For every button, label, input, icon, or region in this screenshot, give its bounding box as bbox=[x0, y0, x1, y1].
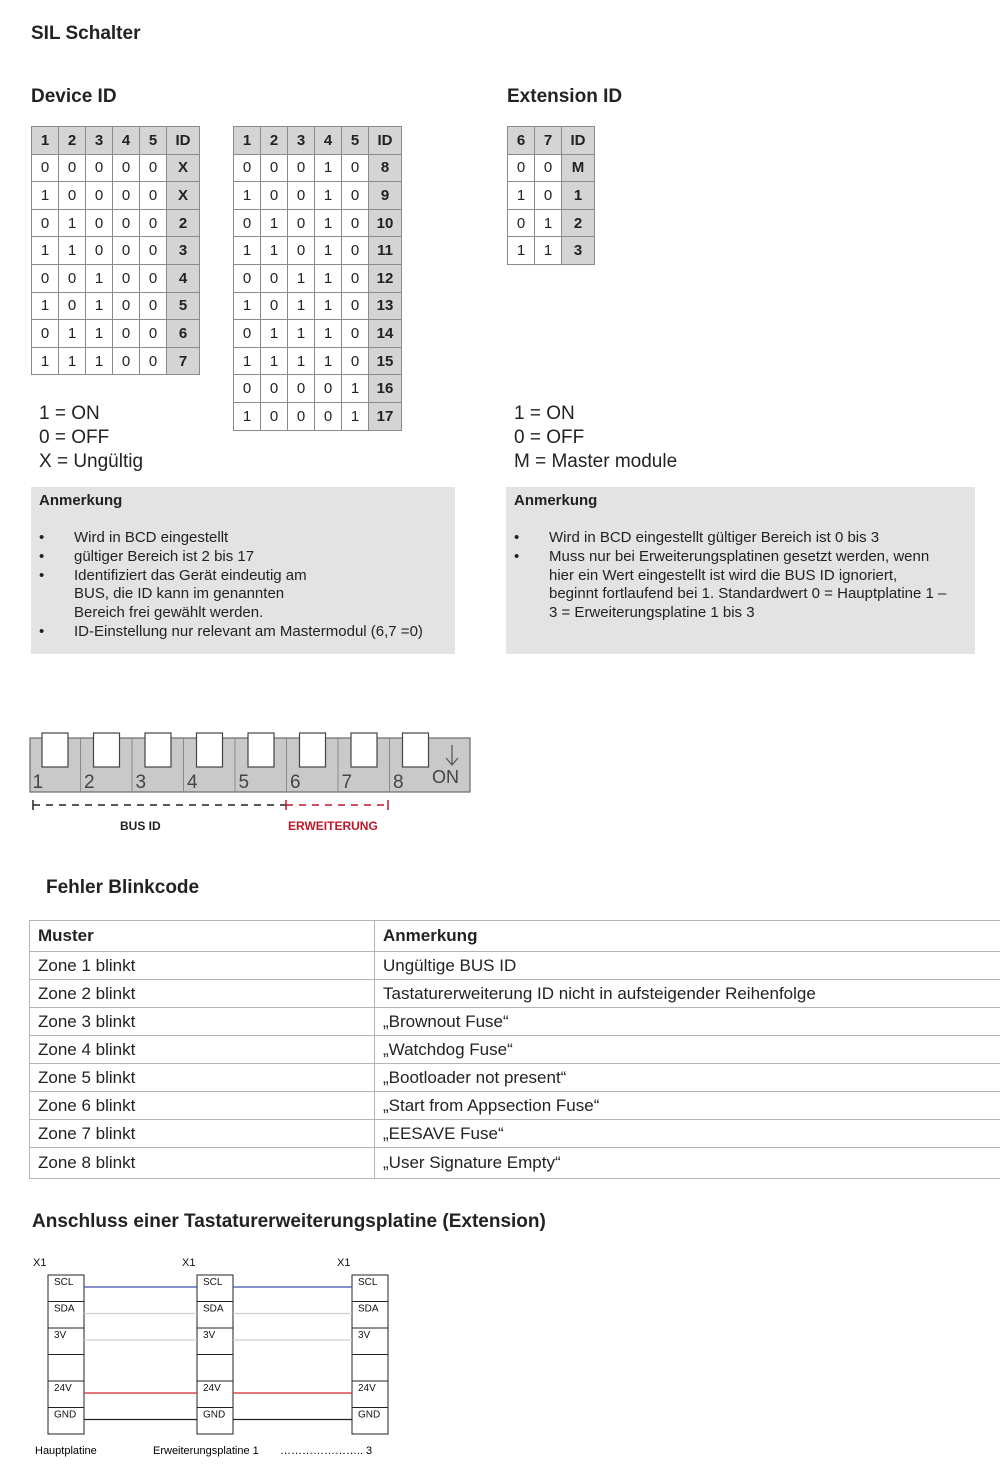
legend-on: 1 = ON bbox=[39, 403, 100, 424]
switch-cell: 1 bbox=[315, 292, 342, 320]
pin-label: 3V bbox=[54, 1330, 67, 1341]
pin-label: 3V bbox=[358, 1330, 371, 1341]
remark-cell: „Bootloader not present“ bbox=[375, 1064, 1000, 1092]
dip-switch-number: 5 bbox=[238, 772, 250, 793]
switch-cell: 1 bbox=[288, 264, 315, 292]
dip-switch-lever[interactable] bbox=[145, 733, 171, 767]
id-cell: 14 bbox=[369, 320, 402, 348]
switch-cell: 0 bbox=[113, 209, 140, 237]
legend-off: 0 = OFF bbox=[514, 427, 585, 448]
remark-cell: Tastaturerweiterung ID nicht in aufsteigender Reihenfolge bbox=[375, 980, 1000, 1008]
page-title: SIL Schalter bbox=[31, 23, 141, 44]
connector-pin bbox=[352, 1355, 388, 1382]
table-row bbox=[30, 980, 1000, 1008]
board-label-extension-1: Erweiterungsplatine 1 bbox=[153, 1445, 259, 1457]
pin-label: GND bbox=[54, 1409, 77, 1421]
pin-label: GND bbox=[203, 1409, 226, 1421]
table-header-cell: 4 bbox=[315, 127, 342, 155]
remark-cell: „User Signature Empty“ bbox=[375, 1148, 1000, 1179]
table-row bbox=[32, 292, 200, 320]
table-header-cell: ID bbox=[369, 127, 402, 155]
switch-cell: 1 bbox=[234, 182, 261, 210]
switch-cell: 1 bbox=[315, 320, 342, 348]
table-header-cell: 3 bbox=[86, 127, 113, 155]
table-row bbox=[234, 320, 402, 348]
switch-cell: 0 bbox=[59, 264, 86, 292]
extension-id-legend bbox=[514, 402, 677, 474]
on-label: ON bbox=[432, 767, 459, 787]
switch-cell: 0 bbox=[288, 402, 315, 430]
switch-cell: 1 bbox=[288, 320, 315, 348]
table-row bbox=[30, 1120, 1000, 1148]
dip-switch-lever[interactable] bbox=[42, 733, 68, 767]
switch-cell: 0 bbox=[140, 154, 167, 182]
switch-cell: 1 bbox=[32, 347, 59, 375]
switch-cell: 0 bbox=[140, 347, 167, 375]
switch-cell: 0 bbox=[86, 209, 113, 237]
switch-cell: 0 bbox=[288, 182, 315, 210]
table-row bbox=[30, 952, 1000, 980]
switch-cell: 0 bbox=[32, 209, 59, 237]
switch-cell: 0 bbox=[113, 264, 140, 292]
dip-switch-diagram bbox=[20, 725, 490, 840]
switch-cell: 1 bbox=[32, 182, 59, 210]
remark-cell: „Watchdog Fuse“ bbox=[375, 1036, 1000, 1064]
connector-label: X1 bbox=[337, 1257, 351, 1269]
connector-pin bbox=[197, 1355, 233, 1382]
switch-cell: 0 bbox=[234, 320, 261, 348]
switch-cell: 1 bbox=[32, 237, 59, 265]
pin-label: 24V bbox=[54, 1383, 72, 1394]
table-header-cell: 1 bbox=[234, 127, 261, 155]
id-cell: 11 bbox=[369, 237, 402, 265]
table-row bbox=[234, 237, 402, 265]
note-title: Anmerkung bbox=[39, 492, 123, 509]
table-row bbox=[234, 264, 402, 292]
device-id-heading: Device ID bbox=[31, 86, 117, 107]
pin-label: 24V bbox=[203, 1383, 221, 1394]
device-id-table-2 bbox=[233, 126, 402, 431]
switch-cell: 1 bbox=[86, 347, 113, 375]
switch-cell: 1 bbox=[288, 292, 315, 320]
switch-cell: 1 bbox=[261, 209, 288, 237]
table-row bbox=[32, 182, 200, 210]
pin-label: SCL bbox=[358, 1277, 378, 1288]
switch-cell: 0 bbox=[140, 264, 167, 292]
switch-cell: 0 bbox=[234, 209, 261, 237]
legend-master: M = Master module bbox=[514, 451, 678, 472]
table-row bbox=[30, 1092, 1000, 1120]
pin-label: SCL bbox=[203, 1277, 223, 1288]
switch-cell: 1 bbox=[59, 347, 86, 375]
switch-cell: 0 bbox=[288, 209, 315, 237]
id-cell: 6 bbox=[167, 320, 200, 348]
note-item: • ID-Einstellung nur relevant am Mastermodul (6,7 =0) bbox=[39, 623, 447, 642]
switch-cell: 0 bbox=[140, 292, 167, 320]
switch-cell: 1 bbox=[261, 347, 288, 375]
dip-switch-number: 4 bbox=[187, 772, 198, 793]
switch-cell: 0 bbox=[32, 320, 59, 348]
switch-cell: 0 bbox=[535, 182, 562, 210]
pattern-cell: Zone 7 blinkt bbox=[30, 1120, 375, 1148]
switch-cell: 1 bbox=[86, 264, 113, 292]
switch-cell: 1 bbox=[535, 237, 562, 265]
switch-cell: 0 bbox=[261, 154, 288, 182]
switch-cell: 0 bbox=[342, 154, 369, 182]
table-header-cell: 4 bbox=[113, 127, 140, 155]
switch-cell: 1 bbox=[315, 347, 342, 375]
switch-cell: 0 bbox=[59, 154, 86, 182]
switch-cell: 0 bbox=[86, 237, 113, 265]
switch-cell: 0 bbox=[113, 182, 140, 210]
switch-cell: 0 bbox=[315, 375, 342, 403]
switch-cell: 1 bbox=[234, 237, 261, 265]
dip-switch-number: 2 bbox=[84, 772, 95, 793]
switch-cell: 0 bbox=[234, 154, 261, 182]
switch-cell: 0 bbox=[508, 154, 535, 182]
dip-switch-lever[interactable] bbox=[248, 733, 274, 767]
remark-cell: „Brownout Fuse“ bbox=[375, 1008, 1000, 1036]
table-row bbox=[32, 347, 200, 375]
table-header-cell: 2 bbox=[59, 127, 86, 155]
switch-cell: 0 bbox=[342, 182, 369, 210]
extension-id-table bbox=[507, 126, 595, 265]
remark-cell: Ungültige BUS ID bbox=[375, 952, 1000, 980]
id-cell: 3 bbox=[562, 237, 595, 265]
switch-cell: 0 bbox=[140, 237, 167, 265]
device-id-legend bbox=[39, 402, 143, 474]
extension-id-note bbox=[506, 487, 975, 654]
legend-on: 1 = ON bbox=[514, 403, 575, 424]
table-row bbox=[30, 1064, 1000, 1092]
table-row bbox=[508, 237, 595, 265]
switch-cell: 0 bbox=[342, 237, 369, 265]
table-row bbox=[30, 1008, 1000, 1036]
table-row bbox=[234, 209, 402, 237]
table-row bbox=[234, 402, 402, 430]
pin-label: 24V bbox=[358, 1383, 376, 1394]
dip-switch-number: 6 bbox=[290, 772, 301, 793]
pattern-cell: Zone 1 blinkt bbox=[30, 952, 375, 980]
table-row bbox=[32, 320, 200, 348]
switch-cell: 1 bbox=[315, 237, 342, 265]
table-row bbox=[508, 209, 595, 237]
switch-cell: 1 bbox=[261, 320, 288, 348]
table-row bbox=[32, 264, 200, 292]
switch-cell: 0 bbox=[288, 375, 315, 403]
switch-cell: 1 bbox=[342, 402, 369, 430]
dip-switch-lever[interactable] bbox=[351, 733, 377, 767]
switch-cell: 1 bbox=[315, 209, 342, 237]
legend-off: 0 = OFF bbox=[39, 427, 110, 448]
id-cell: 7 bbox=[167, 347, 200, 375]
board-label-main: Hauptplatine bbox=[35, 1445, 97, 1457]
id-cell: 13 bbox=[369, 292, 402, 320]
switch-cell: 0 bbox=[261, 292, 288, 320]
pattern-cell: Zone 8 blinkt bbox=[30, 1148, 375, 1179]
switch-cell: 0 bbox=[535, 154, 562, 182]
note-item: • Muss nur bei Erweiterungsplatinen gesetzt werden, wenn hier ein Wert eingestellt ist wird die BUS ID ignoriert, beginnt fortlaufend bei 1. Standardwert 0 = Hauptplatine 1 – 3 = Erweiterungsplatine 1 bis 3 bbox=[514, 548, 949, 623]
table-header-cell: 1 bbox=[32, 127, 59, 155]
switch-cell: 0 bbox=[113, 320, 140, 348]
table-row bbox=[32, 154, 200, 182]
switch-cell: 1 bbox=[315, 264, 342, 292]
extension-label: ERWEITERUNG bbox=[288, 819, 378, 833]
switch-cell: 1 bbox=[86, 320, 113, 348]
pattern-cell: Zone 3 blinkt bbox=[30, 1008, 375, 1036]
table-row bbox=[234, 154, 402, 182]
switch-cell: 0 bbox=[261, 264, 288, 292]
id-cell: 10 bbox=[369, 209, 402, 237]
id-cell: 16 bbox=[369, 375, 402, 403]
table-header-cell: 5 bbox=[342, 127, 369, 155]
switch-cell: 1 bbox=[508, 182, 535, 210]
table-header-cell: 2 bbox=[261, 127, 288, 155]
switch-cell: 1 bbox=[234, 292, 261, 320]
id-cell: 12 bbox=[369, 264, 402, 292]
table-row bbox=[32, 209, 200, 237]
table-row bbox=[234, 347, 402, 375]
dip-switch-lever[interactable] bbox=[197, 733, 223, 767]
switch-cell: 0 bbox=[342, 292, 369, 320]
switch-cell: 0 bbox=[32, 154, 59, 182]
id-cell: 8 bbox=[369, 154, 402, 182]
table-header-cell: ID bbox=[562, 127, 595, 155]
switch-cell: 0 bbox=[342, 320, 369, 348]
blink-code-table bbox=[29, 920, 1000, 1179]
id-cell: 15 bbox=[369, 347, 402, 375]
switch-cell: 1 bbox=[234, 347, 261, 375]
remark-cell: „EESAVE Fuse“ bbox=[375, 1120, 1000, 1148]
switch-cell: 0 bbox=[261, 182, 288, 210]
table-row bbox=[234, 182, 402, 210]
dip-switch-number: 7 bbox=[341, 772, 353, 793]
device-id-table-1 bbox=[31, 126, 200, 375]
id-cell: M bbox=[562, 154, 595, 182]
table-header-cell: 6 bbox=[508, 127, 535, 155]
connector-pin bbox=[48, 1355, 84, 1382]
bus-id-label: BUS ID bbox=[120, 819, 161, 833]
remark-cell: „Start from Appsection Fuse“ bbox=[375, 1092, 1000, 1120]
connector-label: X1 bbox=[182, 1257, 196, 1269]
switch-cell: 0 bbox=[342, 347, 369, 375]
id-cell: 3 bbox=[167, 237, 200, 265]
table-header-cell: ID bbox=[167, 127, 200, 155]
switch-cell: 1 bbox=[32, 292, 59, 320]
pin-label: SDA bbox=[54, 1303, 75, 1315]
switch-cell: 1 bbox=[86, 292, 113, 320]
pattern-cell: Zone 5 blinkt bbox=[30, 1064, 375, 1092]
id-cell: 9 bbox=[369, 182, 402, 210]
extension-wiring-diagram bbox=[0, 1245, 420, 1470]
id-cell: 17 bbox=[369, 402, 402, 430]
table-row bbox=[32, 237, 200, 265]
switch-cell: 0 bbox=[113, 237, 140, 265]
note-item: • gültiger Bereich ist 2 bis 17 bbox=[39, 548, 447, 567]
extension-wiring-heading: Anschluss einer Tastaturerweiterungsplatine (Extension) bbox=[32, 1211, 546, 1232]
switch-cell: 0 bbox=[261, 375, 288, 403]
id-cell: 2 bbox=[167, 209, 200, 237]
switch-cell: 1 bbox=[59, 237, 86, 265]
device-id-note bbox=[31, 487, 455, 654]
switch-cell: 1 bbox=[59, 320, 86, 348]
table-row bbox=[508, 182, 595, 210]
switch-cell: 1 bbox=[261, 237, 288, 265]
switch-cell: 0 bbox=[59, 182, 86, 210]
switch-cell: 1 bbox=[535, 209, 562, 237]
id-cell: X bbox=[167, 182, 200, 210]
switch-cell: 0 bbox=[86, 182, 113, 210]
table-row bbox=[30, 1036, 1000, 1064]
id-cell: 2 bbox=[562, 209, 595, 237]
table-header-cell: Muster bbox=[30, 921, 375, 952]
id-cell: 5 bbox=[167, 292, 200, 320]
extension-id-heading: Extension ID bbox=[507, 86, 623, 107]
blink-code-heading: Fehler Blinkcode bbox=[46, 877, 200, 898]
table-header-cell: 5 bbox=[140, 127, 167, 155]
pattern-cell: Zone 4 blinkt bbox=[30, 1036, 375, 1064]
note-item: • Wird in BCD eingestellt gültiger Bereich ist 0 bis 3 bbox=[514, 529, 967, 548]
switch-cell: 0 bbox=[140, 182, 167, 210]
note-title: Anmerkung bbox=[514, 492, 598, 509]
switch-cell: 0 bbox=[315, 402, 342, 430]
switch-cell: 0 bbox=[113, 154, 140, 182]
switch-cell: 0 bbox=[261, 402, 288, 430]
note-item: • Identifiziert das Gerät eindeutig am BUS, die ID kann im genannten Bereich frei gewählt werden. bbox=[39, 567, 334, 623]
switch-cell: 0 bbox=[234, 375, 261, 403]
switch-cell: 0 bbox=[234, 264, 261, 292]
pin-label: SDA bbox=[358, 1303, 379, 1315]
pin-label: 3V bbox=[203, 1330, 216, 1341]
dip-switch-lever[interactable] bbox=[94, 733, 120, 767]
table-header-cell: 3 bbox=[288, 127, 315, 155]
id-cell: 4 bbox=[167, 264, 200, 292]
switch-cell: 0 bbox=[140, 209, 167, 237]
note-item: • Wird in BCD eingestellt bbox=[39, 529, 447, 548]
table-header-cell: Anmerkung bbox=[375, 921, 1000, 952]
switch-cell: 0 bbox=[342, 209, 369, 237]
switch-cell: 1 bbox=[508, 237, 535, 265]
switch-cell: 0 bbox=[113, 292, 140, 320]
dip-switch-lever[interactable] bbox=[403, 733, 429, 767]
switch-cell: 0 bbox=[288, 154, 315, 182]
dip-switch-number: 1 bbox=[32, 772, 44, 793]
id-cell: X bbox=[167, 154, 200, 182]
dip-switch-number: 8 bbox=[393, 772, 404, 793]
switch-cell: 1 bbox=[342, 375, 369, 403]
table-row bbox=[508, 154, 595, 182]
switch-cell: 1 bbox=[315, 182, 342, 210]
table-row bbox=[234, 375, 402, 403]
id-cell: 1 bbox=[562, 182, 595, 210]
pattern-cell: Zone 2 blinkt bbox=[30, 980, 375, 1008]
table-row bbox=[30, 1148, 1000, 1179]
switch-cell: 0 bbox=[140, 320, 167, 348]
switch-cell: 0 bbox=[113, 347, 140, 375]
pin-label: GND bbox=[358, 1409, 381, 1421]
switch-cell: 0 bbox=[59, 292, 86, 320]
switch-cell: 0 bbox=[288, 237, 315, 265]
switch-cell: 1 bbox=[234, 402, 261, 430]
switch-cell: 1 bbox=[288, 347, 315, 375]
switch-cell: 0 bbox=[508, 209, 535, 237]
board-label-extension-3: 3 bbox=[366, 1445, 373, 1457]
table-row bbox=[234, 292, 402, 320]
dip-switch-lever[interactable] bbox=[300, 733, 326, 767]
switch-cell: 0 bbox=[86, 154, 113, 182]
switch-cell: 0 bbox=[32, 264, 59, 292]
table-header-cell: 7 bbox=[535, 127, 562, 155]
switch-cell: 0 bbox=[342, 264, 369, 292]
board-label-dots: ………………….. bbox=[280, 1445, 364, 1457]
pin-label: SDA bbox=[203, 1303, 224, 1315]
pin-label: SCL bbox=[54, 1277, 74, 1288]
pattern-cell: Zone 6 blinkt bbox=[30, 1092, 375, 1120]
dip-switch-number: 3 bbox=[135, 772, 147, 793]
switch-cell: 1 bbox=[315, 154, 342, 182]
switch-cell: 1 bbox=[59, 209, 86, 237]
legend-invalid: X = Ungültig bbox=[39, 451, 144, 472]
connector-label: X1 bbox=[33, 1257, 47, 1269]
